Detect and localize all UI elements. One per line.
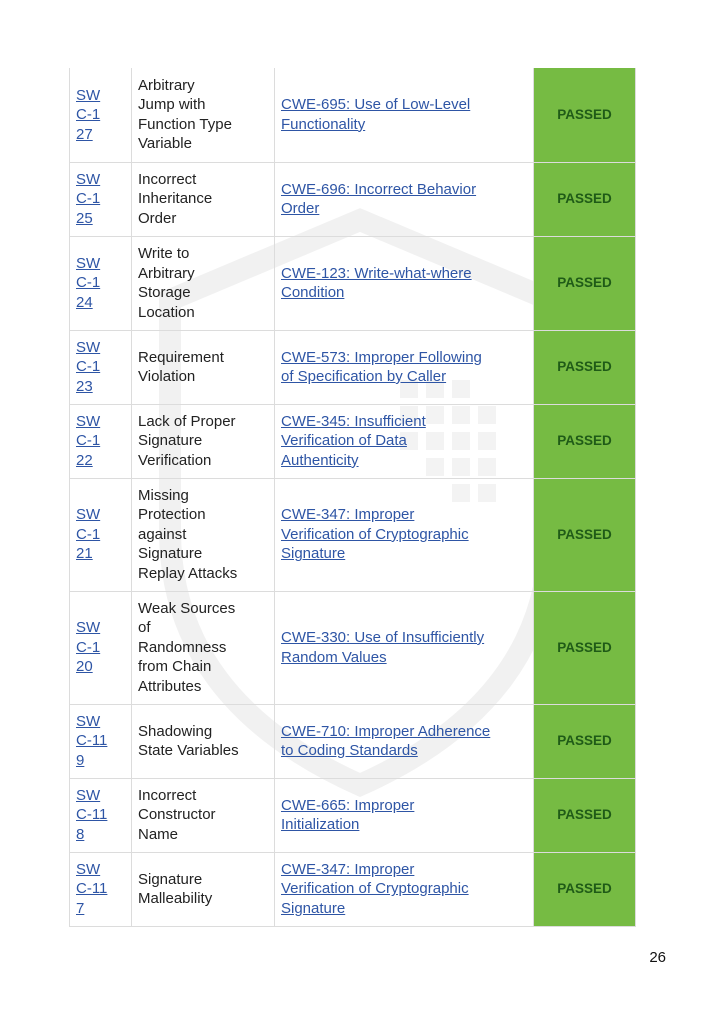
swc-id-cell [70,704,132,778]
swc-id-link-line[interactable]: C-1 [76,525,101,543]
swc-id-link-line[interactable]: SW [76,506,101,524]
table-row [70,778,636,852]
cwe-link-line[interactable]: Verification of Cryptographic [281,525,469,543]
swc-id-link-line[interactable]: SW [76,786,101,804]
vulnerability-title [138,349,224,386]
vulnerability-title [138,171,212,227]
cwe-cell [275,236,534,330]
cwe-link[interactable] [281,181,476,218]
swc-id-link-line[interactable]: 8 [76,825,85,843]
vulnerability-title [138,487,237,582]
vulnerability-title-cell [132,778,275,852]
swc-id-link-line[interactable]: C-11 [76,806,108,824]
cwe-cell [275,778,534,852]
status-badge: PASSED [534,591,636,704]
cwe-link-line[interactable]: Verification of Cryptographic [281,880,469,898]
cwe-link[interactable] [281,861,469,917]
vulnerability-title-line: Requirement [138,348,224,366]
cwe-cell [275,162,534,236]
swc-id-link-line[interactable]: C-1 [76,638,101,656]
swc-id-link-line[interactable]: 22 [76,451,93,469]
vulnerability-title [138,787,216,843]
table-row [70,330,636,404]
cwe-link-line[interactable]: CWE-345: Insufficient [281,412,426,430]
vulnerability-title-line: Weak Sources [138,599,236,617]
vulnerability-title-line: Write to [138,245,190,262]
swc-id-link[interactable] [76,171,100,227]
vulnerability-title-line: Violation [138,368,196,385]
vulnerability-title-line: from Chain [138,658,212,676]
swc-id-link-line[interactable]: 23 [76,377,93,395]
cwe-cell [275,591,534,704]
cwe-cell [275,68,534,162]
swc-id-link-line[interactable]: SW [76,338,101,356]
swc-id-link-line[interactable]: SW [76,712,101,730]
vulnerability-title-line: Incorrect [138,170,197,188]
swc-id-link-line[interactable]: 27 [76,125,93,143]
vulnerability-title-cell [132,162,275,236]
vulnerability-title-line: Missing [138,486,189,504]
vulnerability-title-line: Attributes [138,677,202,695]
swc-id-cell [70,162,132,236]
vulnerability-title-cell [132,478,275,591]
cwe-link-line[interactable]: Signature [281,545,346,563]
swc-id-link-line[interactable]: 21 [76,545,93,563]
swc-id-link-line[interactable]: C-1 [76,190,101,208]
cwe-link-line[interactable]: of Specification by Caller [281,368,447,385]
vulnerability-title [138,245,195,321]
status-badge: PASSED [534,478,636,591]
swc-id-link-line[interactable]: SW [76,412,101,430]
cwe-link-line[interactable]: Signature [281,899,346,917]
cwe-link[interactable] [281,723,490,760]
swc-id-link[interactable] [76,861,107,917]
cwe-link-line[interactable]: Verification of Data [281,432,407,450]
swc-id-cell [70,591,132,704]
vulnerability-title-line: Signature [138,870,203,888]
vulnerability-title-line: Variable [138,135,192,153]
vulnerability-title-line: Protection [138,506,206,524]
cwe-link-line[interactable]: CWE-123: Write-what-where [281,264,472,282]
cwe-link-line[interactable]: Order [281,200,320,217]
swc-id-cell [70,68,132,162]
vulnerability-title-line: Randomness [138,638,227,656]
cwe-link-line[interactable]: CWE-696: Incorrect Behavior [281,180,477,198]
cwe-link[interactable] [281,629,484,666]
swc-id-link-line[interactable]: SW [76,86,101,104]
table-row [70,68,636,162]
swc-id-link[interactable] [76,413,100,469]
cwe-link-line[interactable]: Random Values [281,648,387,666]
status-badge: PASSED [534,778,636,852]
vulnerability-title-cell [132,330,275,404]
vulnerability-title-line: Verification [138,451,212,469]
swc-id-link-line[interactable]: 20 [76,658,93,676]
status-badge: PASSED [534,236,636,330]
swc-id-cell [70,778,132,852]
swc-id-link-line[interactable]: C-1 [76,358,101,376]
swc-id-link[interactable] [76,506,100,562]
vulnerability-title-line: against [138,525,187,543]
table-row [70,236,636,330]
swc-id-link-line[interactable]: 9 [76,751,85,769]
table-row [70,404,636,478]
cwe-link[interactable] [281,797,414,834]
swc-id-link-line[interactable]: SW [76,860,101,878]
vulnerability-title-cell [132,68,275,162]
swc-id-link-line[interactable]: 7 [76,899,85,917]
cwe-link-line[interactable]: CWE-347: Improper [281,506,415,524]
swc-id-cell [70,404,132,478]
vulnerability-title [138,413,236,469]
swc-id-link[interactable] [76,787,107,843]
swc-id-link-line[interactable]: SW [76,254,101,272]
vulnerability-title-line: Signature [138,545,203,563]
vulnerability-title-line: of [138,619,151,637]
cwe-cell [275,404,534,478]
vulnerability-title-cell [132,591,275,704]
status-badge: PASSED [534,162,636,236]
swc-id-link[interactable] [76,87,100,143]
vulnerability-title-cell [132,404,275,478]
swc-id-cell [70,330,132,404]
vulnerability-title-line: Signature [138,432,203,450]
cwe-link-line[interactable]: CWE-695: Use of Low-Level [281,96,471,114]
vulnerability-title-line: Function Type [138,115,232,133]
vulnerability-title-line: Inheritance [138,190,213,208]
cwe-link-line[interactable]: Initialization [281,816,360,833]
vulnerability-title-cell [132,852,275,926]
cwe-cell [275,704,534,778]
swc-id-link-line[interactable]: 25 [76,209,93,227]
vulnerability-title-line: Replay Attacks [138,564,238,582]
status-badge: PASSED [534,330,636,404]
cwe-link-line[interactable]: Authenticity [281,451,359,469]
vulnerability-title-line: Malleability [138,890,213,907]
swc-id-link-line[interactable]: C-1 [76,432,101,450]
table-row [70,478,636,591]
vulnerability-title-line: Name [138,825,179,843]
cwe-link-line[interactable]: CWE-665: Improper [281,796,415,814]
cwe-link[interactable] [281,265,472,302]
table-row [70,704,636,778]
swc-id-link[interactable] [76,255,100,311]
vulnerability-title-cell [132,236,275,330]
cwe-link-line[interactable]: CWE-573: Improper Following [281,348,482,366]
cwe-link[interactable] [281,413,426,469]
swc-id-link-line[interactable]: SW [76,170,101,188]
cwe-link-line[interactable]: CWE-347: Improper [281,860,415,878]
status-badge: PASSED [534,852,636,926]
cwe-link-line[interactable]: CWE-330: Use of Insufficiently [281,629,485,646]
cwe-link-line[interactable]: Condition [281,284,345,301]
swc-id-cell [70,478,132,591]
vulnerability-title [138,723,239,760]
cwe-cell [275,852,534,926]
swc-id-link-line[interactable]: C-11 [76,880,108,898]
vulnerability-title-line: Arbitrary [138,264,195,282]
swc-id-cell [70,852,132,926]
cwe-link[interactable] [281,96,470,133]
swc-id-link[interactable] [76,619,100,675]
vulnerability-title-line: State Variables [138,742,239,759]
vulnerability-title-line: Lack of Proper [138,412,236,430]
vulnerability-title-line: Storage [138,284,191,301]
cwe-link[interactable] [281,506,469,562]
page-number: 26 [649,949,666,966]
vulnerability-title-line: Order [138,209,177,227]
swc-id-link[interactable] [76,713,107,769]
vulnerability-title-line: Jump with [138,96,206,114]
cwe-cell [275,330,534,404]
vulnerability-title-line: Location [138,303,195,321]
vulnerability-title-line: Constructor [138,806,216,824]
vulnerability-title [138,871,212,908]
table-row [70,591,636,704]
cwe-link[interactable] [281,349,482,386]
cwe-link-line[interactable]: to Coding Standards [281,742,418,759]
cwe-link-line[interactable]: Functionality [281,115,366,133]
swc-id-link-line[interactable]: 24 [76,293,93,311]
vulnerability-title [138,600,235,695]
table-row [70,162,636,236]
vulnerability-title-cell [132,704,275,778]
vulnerability-title-line: Shadowing [138,722,213,740]
table-row [70,852,636,926]
swc-id-link-line[interactable]: SW [76,619,101,637]
status-badge: PASSED [534,704,636,778]
swc-id-cell [70,236,132,330]
swc-id-link-line[interactable]: C-1 [76,274,101,292]
vulnerability-title [138,77,232,153]
status-badge: PASSED [534,68,636,162]
swc-results-table [69,68,636,927]
cwe-link-line[interactable]: CWE-710: Improper Adherence [281,722,491,740]
swc-id-link-line[interactable]: C-1 [76,106,101,123]
vulnerability-title-line: Incorrect [138,786,197,804]
cwe-cell [275,478,534,591]
vulnerability-title-line: Arbitrary [138,76,195,94]
swc-id-link[interactable] [76,339,100,395]
status-badge: PASSED [534,404,636,478]
swc-id-link-line[interactable]: C-11 [76,732,108,750]
